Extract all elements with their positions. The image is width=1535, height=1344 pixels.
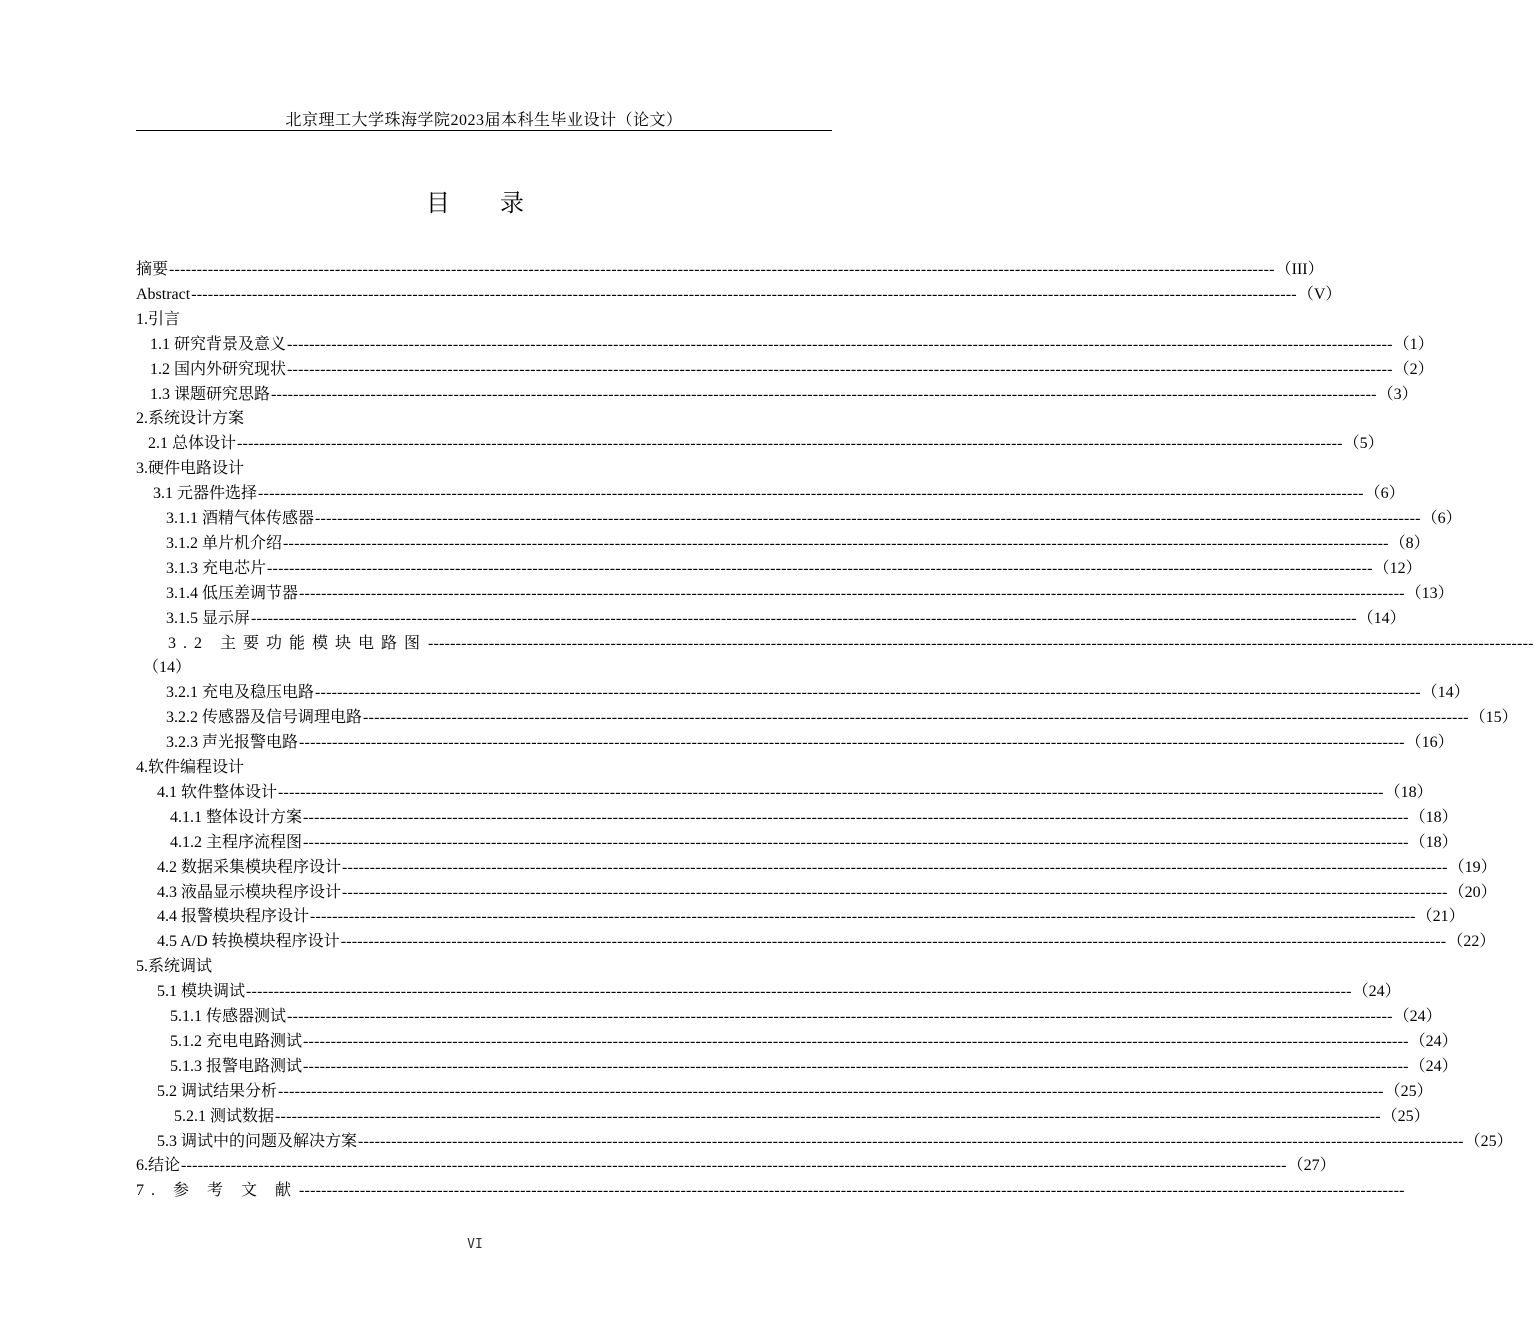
toc-leader: -------------------------------------------------------------------------------------------------------------------------------------------------------------------------------------------------------- (169, 261, 1275, 278)
toc-entry-page: （8） (1389, 534, 1430, 552)
toc-entry (136, 258, 1324, 282)
toc-leader: -------------------------------------------------------------------------------------------------------------------------------------------------------------------------------------------------------- (287, 360, 1393, 378)
toc-entry (170, 1055, 1458, 1079)
toc-leader: -------------------------------------------------------------------------------------------------------------------------------------------------------------------------------------------------------- (181, 1157, 1287, 1175)
toc-entry (136, 1154, 1336, 1178)
toc-leader: -------------------------------------------------------------------------------------------------------------------------------------------------------------------------------------------------------- (340, 933, 1447, 951)
toc-leader: -------------------------------------------------------------------------------------------------------------------------------------------------------------------------------------------------------- (251, 609, 1357, 627)
toc-entry-page: （18） (1409, 808, 1458, 826)
toc-entry-label: 摘要 (136, 261, 169, 278)
toc-entry-label: 3.2.3 声光报警电路 (166, 734, 299, 752)
toc-entry-page: （21） (1416, 908, 1465, 926)
toc-entry-label: 1.引言 (136, 310, 181, 328)
toc-leader: -------------------------------------------------------------------------------------------------------------------------------------------------------------------------------------------------------- (271, 385, 1377, 403)
toc-entry (136, 955, 212, 979)
toc-entry (166, 607, 1406, 631)
toc-entry-label: 3.1 元器件选择 (153, 485, 258, 503)
toc-entry-label: 1.1 研究背景及意义 (150, 335, 287, 353)
toc-entry-label: 5.2 调试结果分析 (157, 1082, 278, 1100)
toc-entry (166, 582, 1454, 606)
toc-entry-page: （27） (1287, 1157, 1336, 1175)
toc-entry-label: 4.3 液晶显示模块程序设计 (157, 883, 342, 901)
toc-entry-page: （1） (1393, 335, 1434, 353)
toc-leader: -------------------------------------------------------------------------------------------------------------------------------------------------------------------------------------------------------- (358, 1132, 1464, 1150)
toc-entry-label: 3.1.5 显示屏 (166, 609, 251, 627)
toc-entry (166, 507, 1462, 531)
toc-entry (153, 482, 1405, 506)
toc-entry-page: （13） (1405, 584, 1454, 602)
toc-entry-label: 7. 参 考 文 献 (136, 1182, 299, 1200)
toc-leader: -------------------------------------------------------------------------------------------------------------------------------------------------------------------------------------------------------- (315, 684, 1421, 702)
toc-entry-label: 3.1.3 充电芯片 (166, 559, 267, 577)
toc-entry-page: （14） (1421, 684, 1470, 702)
toc-leader: -------------------------------------------------------------------------------------------------------------------------------------------------------------------------------------------------------- (267, 559, 1373, 577)
toc-leader: -------------------------------------------------------------------------------------------------------------------------------------------------------------------------------------------------------- (278, 1082, 1384, 1100)
toc-entry (136, 407, 244, 431)
toc-entry (170, 806, 1458, 830)
toc-entry-label: 4.4 报警模块程序设计 (157, 908, 310, 926)
toc-leader: -------------------------------------------------------------------------------------------------------------------------------------------------------------------------------------------------------- (315, 510, 1421, 527)
toc-entry-page: （2） (1393, 360, 1434, 378)
header-rule (136, 130, 832, 131)
toc-entry (166, 532, 1430, 556)
toc-entry-label: 5.2.1 测试数据 (174, 1107, 275, 1125)
toc-entry-page: （V） (1297, 285, 1342, 303)
toc-entry (157, 980, 1401, 1004)
toc-entry-page: （14） (143, 659, 192, 677)
toc-entry-label: 5.系统调试 (136, 958, 213, 976)
toc-entry-label: 5.1 模块调试 (157, 983, 246, 1001)
toc-entry (170, 831, 1458, 855)
toc-entry (174, 1105, 1430, 1129)
toc-entry-page: （15） (1469, 709, 1518, 727)
toc-entry-page: （12） (1373, 559, 1422, 577)
toc-leader: -------------------------------------------------------------------------------------------------------------------------------------------------------------------------------------------------------- (363, 709, 1469, 727)
toc-entry-label: Abstract (136, 285, 191, 303)
toc-entry-page: （3） (1377, 385, 1418, 403)
toc-leader: -------------------------------------------------------------------------------------------------------------------------------------------------------------------------------------------------------- (310, 908, 1416, 926)
toc-entry-label: 3.1.4 低压差调节器 (166, 584, 299, 602)
toc-entry (136, 1179, 1405, 1203)
toc-entry-page: （24） (1409, 1057, 1458, 1075)
toc-entry-page: （19） (1448, 858, 1497, 876)
toc-leader: -------------------------------------------------------------------------------------------------------------------------------------------------------------------------------------------------------- (246, 983, 1352, 1001)
toc-entry (136, 308, 180, 332)
toc-entry-page: （14） (1357, 609, 1406, 627)
toc-leader: -------------------------------------------------------------------------------------------------------------------------------------------------------------------------------------------------------- (303, 1032, 1409, 1050)
toc-entry-page: （25） (1381, 1107, 1430, 1125)
toc-entry (168, 632, 1534, 656)
toc-leader: -------------------------------------------------------------------------------------------------------------------------------------------------------------------------------------------------------- (303, 833, 1409, 851)
toc-entry-page: （24） (1409, 1032, 1458, 1050)
toc-leader: -------------------------------------------------------------------------------------------------------------------------------------------------------------------------------------------------------- (283, 534, 1389, 552)
toc-entry-label: 5.3 调试中的问题及解决方案 (157, 1132, 358, 1150)
toc-leader: -------------------------------------------------------------------------------------------------------------------------------------------------------------------------------------------------------- (303, 1057, 1409, 1075)
toc-entry-label: 5.1.3 报警电路测试 (170, 1057, 303, 1075)
toc-leader: -------------------------------------------------------------------------------------------------------------------------------------------------------------------------------------------------------- (299, 1182, 1405, 1200)
toc-leader: -------------------------------------------------------------------------------------------------------------------------------------------------------------------------------------------------------- (299, 734, 1405, 752)
toc-entry-label: 3.2 主要功能模块电路图 (168, 634, 428, 652)
toc-entry-label: 4.5 A/D 转换模块程序设计 (157, 933, 340, 951)
toc-leader: -------------------------------------------------------------------------------------------------------------------------------------------------------------------------------------------------------- (342, 858, 1448, 876)
toc-entry-page: （III） (1275, 261, 1324, 278)
toc-entry (157, 781, 1433, 805)
toc-entry-label: 2.系统设计方案 (136, 410, 245, 428)
toc-entry-label: 4.1.1 整体设计方案 (170, 808, 303, 826)
toc-entry-page: （24） (1352, 983, 1401, 1001)
toc-entry (150, 333, 1434, 357)
toc-entry (136, 756, 244, 780)
toc-entry-label: 6.结论 (136, 1157, 181, 1175)
toc-entry-label: 4.1.2 主程序流程图 (170, 833, 303, 851)
toc-entry-label: 3.1.2 单片机介绍 (166, 534, 283, 552)
toc-entry (157, 856, 1497, 880)
toc-leader: -------------------------------------------------------------------------------------------------------------------------------------------------------------------------------------------------------- (303, 808, 1409, 826)
page-number: VI (467, 1237, 483, 1252)
toc-entry (157, 905, 1465, 929)
toc-entry-page: （6） (1364, 485, 1405, 503)
toc-entry (170, 1030, 1458, 1054)
toc-leader: -------------------------------------------------------------------------------------------------------------------------------------------------------------------------------------------------------- (258, 485, 1364, 503)
toc-entry (157, 1130, 1513, 1154)
toc-entry-label: 3.2.1 充电及稳压电路 (166, 684, 315, 702)
toc-entry-label: 3.1.1 酒精气体传感器 (166, 510, 315, 527)
toc-leader: -------------------------------------------------------------------------------------------------------------------------------------------------------------------------------------------------------- (278, 783, 1384, 801)
toc-entry-label: 4.2 数据采集模块程序设计 (157, 858, 342, 876)
toc-leader: -------------------------------------------------------------------------------------------------------------------------------------------------------------------------------------------------------- (275, 1107, 1381, 1125)
page-title: 目 录 (426, 191, 546, 217)
toc-entry-label: 1.2 国内外研究现状 (150, 360, 287, 378)
toc-entry (150, 383, 1418, 407)
toc-entry (148, 432, 1384, 456)
toc-entry-label: 3.2.2 传感器及信号调理电路 (166, 709, 363, 727)
toc-entry-page: （25） (1464, 1132, 1513, 1150)
toc-entry-page: （25） (1384, 1082, 1433, 1100)
toc-entry-page: （5） (1343, 435, 1384, 453)
toc-entry-page: （24） (1393, 1008, 1442, 1025)
toc-entry-label: 5.1.2 充电电路测试 (170, 1032, 303, 1050)
toc-entry-page: （6） (1421, 510, 1462, 527)
toc-entry-label: 5.1.1 传感器测试 (170, 1008, 287, 1025)
toc-entry-label: 2.1 总体设计 (148, 435, 237, 453)
toc-leader: -------------------------------------------------------------------------------------------------------------------------------------------------------------------------------------------------------- (191, 285, 1297, 303)
toc-entry-page: （18） (1384, 783, 1433, 801)
toc-leader: -------------------------------------------------------------------------------------------------------------------------------------------------------------------------------------------------------- (287, 335, 1393, 353)
toc-leader: -------------------------------------------------------------------------------------------------------------------------------------------------------------------------------------------------------- (428, 634, 1534, 652)
toc-leader: -------------------------------------------------------------------------------------------------------------------------------------------------------------------------------------------------------- (287, 1008, 1393, 1025)
toc-entry-label: 1.3 课题研究思路 (150, 385, 271, 403)
toc-entry (166, 557, 1422, 581)
toc-entry (136, 283, 1342, 307)
toc-entry-page: （20） (1448, 883, 1497, 901)
toc-entry-page: （22） (1447, 933, 1496, 951)
running-header: 北京理工大学珠海学院2023届本科生毕业设计（论文） (285, 112, 683, 129)
toc-leader: -------------------------------------------------------------------------------------------------------------------------------------------------------------------------------------------------------- (342, 883, 1448, 901)
toc-leader: -------------------------------------------------------------------------------------------------------------------------------------------------------------------------------------------------------- (299, 584, 1405, 602)
toc-entry (166, 681, 1470, 705)
toc-entry-page: （16） (1405, 734, 1454, 752)
toc-entry (170, 1005, 1442, 1029)
toc-entry-label: 4.1 软件整体设计 (157, 783, 278, 801)
toc-entry-label: 3.硬件电路设计 (136, 460, 245, 478)
toc-entry (157, 881, 1497, 905)
toc-entry (166, 731, 1454, 755)
toc-entry-page: （18） (1409, 833, 1458, 851)
toc-entry (136, 457, 244, 481)
toc-entry-label: 4.软件编程设计 (136, 759, 245, 776)
toc-entry (157, 930, 1496, 954)
toc-leader: -------------------------------------------------------------------------------------------------------------------------------------------------------------------------------------------------------- (237, 435, 1343, 453)
toc-entry (150, 358, 1434, 382)
toc-entry (157, 1080, 1433, 1104)
toc-entry (166, 706, 1518, 730)
